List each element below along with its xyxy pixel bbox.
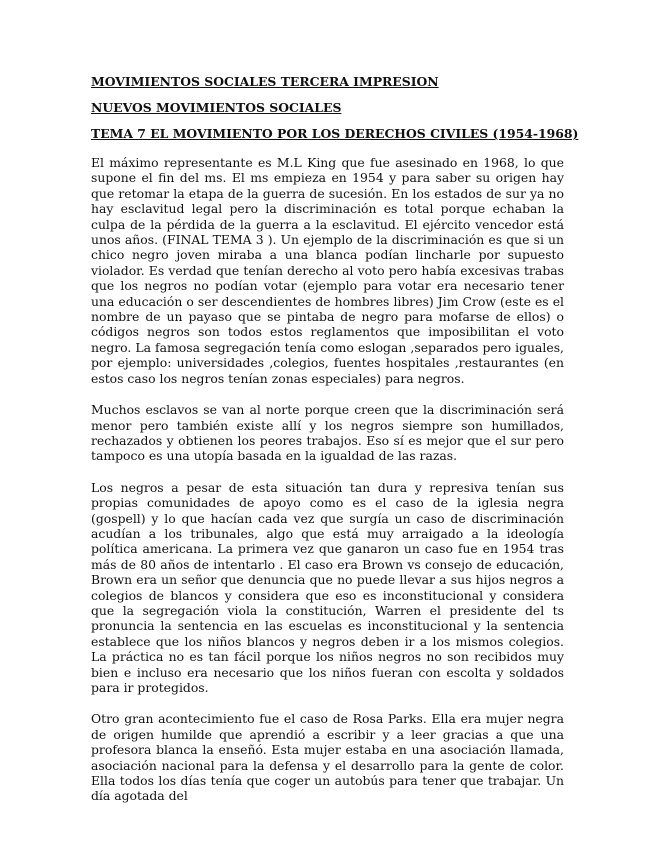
heading-course-title: MOVIMIENTOS SOCIALES TERCERA IMPRESION [91,74,439,89]
paragraph-1: El máximo representante es M.L King que fue asesinado en 1968, lo que supone el fin del ms. El ms empieza en 1954 y para saber su origen hay que retomar la etapa de la guerra de sucesión. En los estados de sur ya no hay esclavitud legal pero la discriminación es total porque echaban la culpa de la pérdida de la guerra a la esclavitud. El ejército vencedor está unos años. (FINAL TEMA 3 ). Un ejemplo de la discriminación es que si un chico negro joven miraba a una blanca podían lincharle por supuesto violador. Es verdad que tenían derecho al voto pero había excesivas trabas que los negros no podían votar (ejemplo para votar era necesario tener una educación o ser descendientes de hombres libres) Jim Crow (este es el nombre de un payaso que se pintaba de negro para mofarse de ellos) o códigos negros son todos estos reglamentos que imposibilitan el voto negro. La famosa segregación tenía como eslogan ,separados pero iguales, por ejemplo: universidades ,colegios, fuentes hospitales ,restaurantes (en estos caso los negros tenían zonas especiales) para negros. [91,155,564,386]
heading-section-title: NUEVOS MOVIMIENTOS SOCIALES [91,100,342,115]
paragraph-2: Muchos esclavos se van al norte porque creen que la discriminación será menor pero también existe allí y los negros siempre son humillados, rechazados y obtienen los peores trabajos. Eso sí es mejor que el sur pero tampoco es una utopía basada en la igualdad de las razas. [91,402,564,464]
heading-topic-title: TEMA 7 EL MOVIMIENTO POR LOS DERECHOS CIVILES (1954-1968) [91,126,579,141]
paragraph-4: Otro gran acontecimiento fue el caso de Rosa Parks. Ella era mujer negra de origen humilde que aprendió a escribir y a leer gracias a que una profesora blanca la enseñó. Esta mujer estaba en una asociación llamada, asociación nacional para la defensa y el desarrollo para la gente de color. Ella todos los días tenía que coger un autobús para tener que trabajar. Un día agotada del [91,711,564,804]
paragraph-3: Los negros a pesar de esta situación tan dura y represiva tenían sus propias comunidades de apoyo como es el caso de la iglesia negra (gospell) y lo que hacían cada vez que surgía un caso de discriminación acudían a los tribunales, algo que está muy arraigado a la ideología política americana. La primera vez que ganaron un caso fue en 1954 tras más de 80 años de intentarlo . El caso era Brown vs consejo de educación, Brown era un señor que denuncia que no puede llevar a sus hijos negros a colegios de blancos y considera que eso es inconstitucional y considera que la segregación viola la constitución, Warren el presidente del ts pronuncia la sentencia en las escuelas es inconstitucional y la sentencia establece que los niños blancos y negros deben ir a los mismos colegios. La práctica no es tan fácil porque los niños negros no son recibidos muy bien e incluso era necesario que los niños fueran con escolta y soldados para ir protegidos. [91,479,564,695]
document-page [91,74,579,820]
